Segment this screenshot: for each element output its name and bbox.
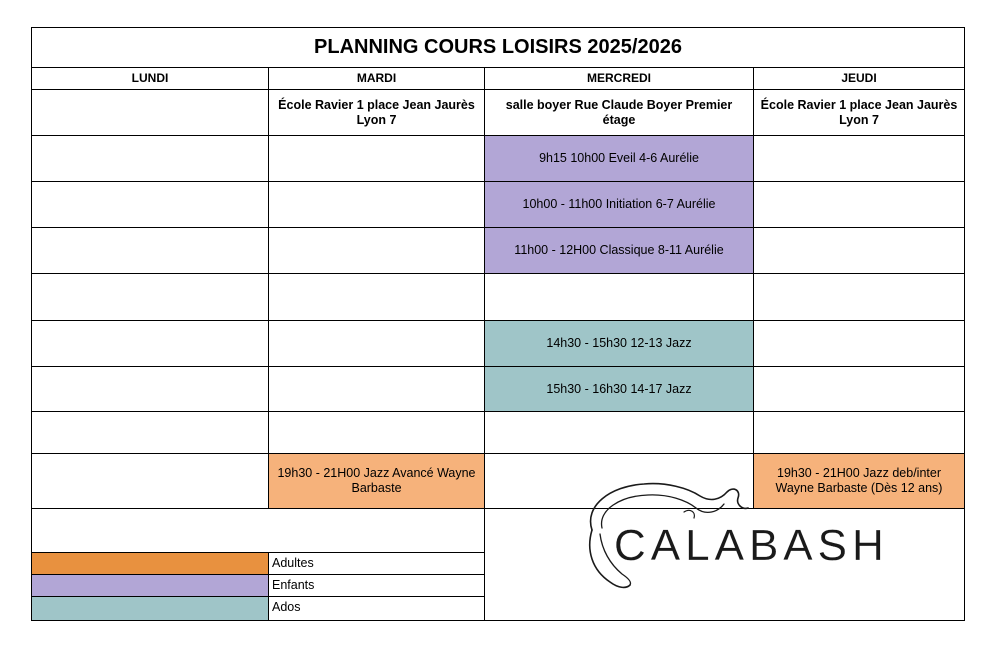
dancer-silhouette-icon xyxy=(452,478,932,592)
legend-label-adultes: Adultes xyxy=(269,553,485,575)
page-title: PLANNING COURS LOISIRS 2025/2026 xyxy=(32,28,964,68)
slot-mardi-1 xyxy=(269,136,485,182)
slot-jeudi-7 xyxy=(754,412,964,454)
slot-lundi-6 xyxy=(32,367,269,412)
location-mercredi: salle boyer Rue Claude Boyer Premier étage xyxy=(485,90,754,136)
slot-mardi-7 xyxy=(269,412,485,454)
location-mardi: École Ravier 1 place Jean Jaurès Lyon 7 xyxy=(269,90,485,136)
slot-jeudi-1 xyxy=(754,136,964,182)
slot-mardi-3 xyxy=(269,228,485,274)
legend-label-enfants: Enfants xyxy=(269,575,485,597)
day-header-mercredi: MERCREDI xyxy=(485,68,754,90)
course-mercredi-classique: 11h00 - 12H00 Classique 8-11 Aurélie xyxy=(485,228,754,274)
slot-mardi-5 xyxy=(269,321,485,367)
location-lundi xyxy=(32,90,269,136)
slot-lundi-5 xyxy=(32,321,269,367)
slot-mardi-2 xyxy=(269,182,485,228)
logo-text: CALABASH xyxy=(614,521,889,570)
legend-swatch-enfants xyxy=(32,575,269,597)
legend-spacer xyxy=(32,509,485,553)
slot-lundi-4 xyxy=(32,274,269,321)
course-mercredi-jazz-14-17: 15h30 - 16h30 14-17 Jazz xyxy=(485,367,754,412)
slot-jeudi-2 xyxy=(754,182,964,228)
day-header-lundi: LUNDI xyxy=(32,68,269,90)
location-jeudi: École Ravier 1 place Jean Jaurès Lyon 7 xyxy=(754,90,964,136)
slot-mardi-6 xyxy=(269,367,485,412)
course-mardi-jazz-avance: 19h30 - 21H00 Jazz Avancé Wayne Barbaste xyxy=(269,454,485,509)
slot-lundi-7 xyxy=(32,412,269,454)
day-header-mardi: MARDI xyxy=(269,68,485,90)
slot-lundi-2 xyxy=(32,182,269,228)
legend-swatch-ados xyxy=(32,597,269,620)
legend-swatch-adultes xyxy=(32,553,269,575)
course-mercredi-jazz-12-13: 14h30 - 15h30 12-13 Jazz xyxy=(485,321,754,367)
slot-lundi-3 xyxy=(32,228,269,274)
slot-mercredi-4 xyxy=(485,274,754,321)
course-mercredi-eveil: 9h15 10h00 Eveil 4-6 Aurélie xyxy=(485,136,754,182)
slot-mercredi-7 xyxy=(485,412,754,454)
slot-jeudi-5 xyxy=(754,321,964,367)
slot-jeudi-6 xyxy=(754,367,964,412)
slot-jeudi-4 xyxy=(754,274,964,321)
slot-lundi-8 xyxy=(32,454,269,509)
day-header-jeudi: JEUDI xyxy=(754,68,964,90)
course-mercredi-initiation: 10h00 - 11h00 Initiation 6-7 Aurélie xyxy=(485,182,754,228)
course-jeudi-jazz-deb-inter: 19h30 - 21H00 Jazz deb/inter Wayne Barbaste (Dès 12 ans) xyxy=(754,454,964,509)
calabash-logo xyxy=(452,478,932,592)
slot-lundi-1 xyxy=(32,136,269,182)
slot-jeudi-3 xyxy=(754,228,964,274)
legend-label-ados: Ados xyxy=(269,597,485,620)
slot-mardi-4 xyxy=(269,274,485,321)
